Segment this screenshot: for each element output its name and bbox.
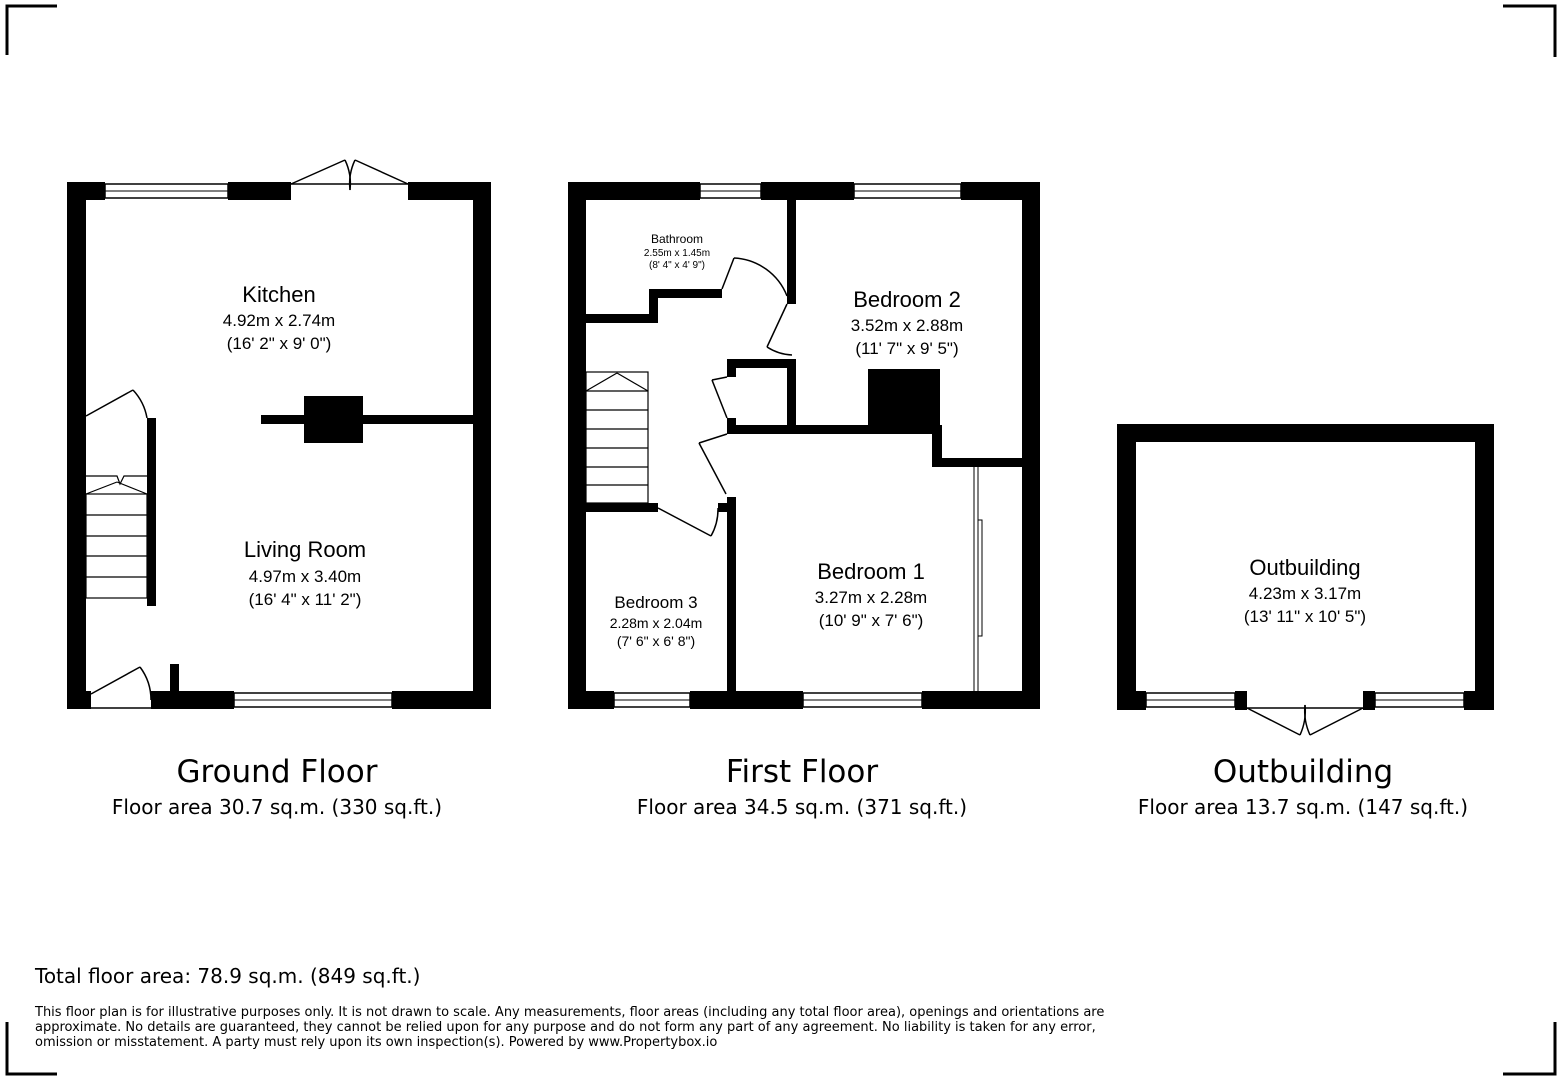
- living-room-metric: 4.97m x 3.40m: [248, 567, 362, 586]
- bedroom-2-metric: 3.52m x 2.88m: [850, 316, 964, 335]
- living-room-imperial: (16' 4" x 11' 2"): [248, 590, 362, 609]
- first-floor-stairs: [586, 372, 648, 503]
- kitchen-french-doors: [291, 160, 408, 190]
- living-room-name: Living Room: [243, 537, 367, 562]
- outbuilding-french-doors: [1247, 705, 1363, 735]
- bathroom-imperial: (8' 4" x 4' 9"): [649, 260, 705, 271]
- bedroom-3-imperial: (7' 6" x 6' 8"): [616, 633, 696, 649]
- crop-marks: [7, 6, 1555, 1074]
- disclaimer-line: omission or misstatement. A party must rely upon its own inspection(s). Powered by www.Propertybox.io: [35, 1035, 718, 1050]
- bedroom-1-metric: 3.27m x 2.28m: [814, 588, 928, 607]
- disclaimer: [35, 1005, 1115, 1050]
- ground-floor-plan: [67, 160, 491, 709]
- disclaimer-line: This floor plan is for illustrative purposes only. It is not drawn to scale. Any measurements, floor areas (including any total floor area), openings and orientations are: [35, 1005, 1105, 1020]
- ground-floor-area: Floor area 30.7 sq.m. (330 sq.ft.): [111, 795, 443, 819]
- outbuilding-title: Outbuilding: [1212, 754, 1394, 790]
- ground-floor-stairs: [86, 476, 147, 598]
- bedroom-1-name: Bedroom 1: [817, 559, 925, 584]
- outbuilding-plan: [1117, 424, 1494, 735]
- bedroom-1-imperial: (10' 9" x 7' 6"): [818, 611, 924, 630]
- disclaimer-line: approximate. No details are guaranteed, they cannot be relied upon for any purpose and do not form any part of any agreement. No liability is taken for any error,: [35, 1020, 1096, 1035]
- wardrobe-doors: [974, 467, 982, 691]
- bedroom-2-name: Bedroom 2: [853, 287, 961, 312]
- ground-floor-doors: [86, 390, 151, 708]
- outbuilding-metric: 4.23m x 3.17m: [1248, 584, 1362, 603]
- first-floor-title: First Floor: [725, 754, 879, 790]
- kitchen-name: Kitchen: [242, 282, 316, 307]
- outbuilding-area: Floor area 13.7 sq.m. (147 sq.ft.): [1137, 795, 1469, 819]
- bathroom-name: Bathroom: [650, 232, 704, 246]
- outbuilding-name: Outbuilding: [1249, 555, 1361, 580]
- bedroom-2-imperial: (11' 7" x 9' 5"): [855, 339, 959, 358]
- bedroom-3-name: Bedroom 3: [614, 593, 698, 612]
- total-floor-area: Total floor area: 78.9 sq.m. (849 sq.ft.): [35, 964, 421, 988]
- ground-floor-title: Ground Floor: [176, 754, 378, 790]
- outbuilding-imperial: (13' 11" x 10' 5"): [1243, 607, 1367, 626]
- first-floor-plan: [568, 182, 1040, 709]
- bedroom-3-metric: 2.28m x 2.04m: [609, 615, 703, 631]
- kitchen-imperial: (16' 2" x 9' 0"): [226, 334, 332, 353]
- first-floor-area: Floor area 34.5 sq.m. (371 sq.ft.): [636, 795, 968, 819]
- bathroom-metric: 2.55m x 1.45m: [643, 248, 711, 259]
- first-floor-doors: [658, 258, 792, 536]
- kitchen-metric: 4.92m x 2.74m: [222, 311, 336, 330]
- ground-floor-walls: [67, 182, 491, 709]
